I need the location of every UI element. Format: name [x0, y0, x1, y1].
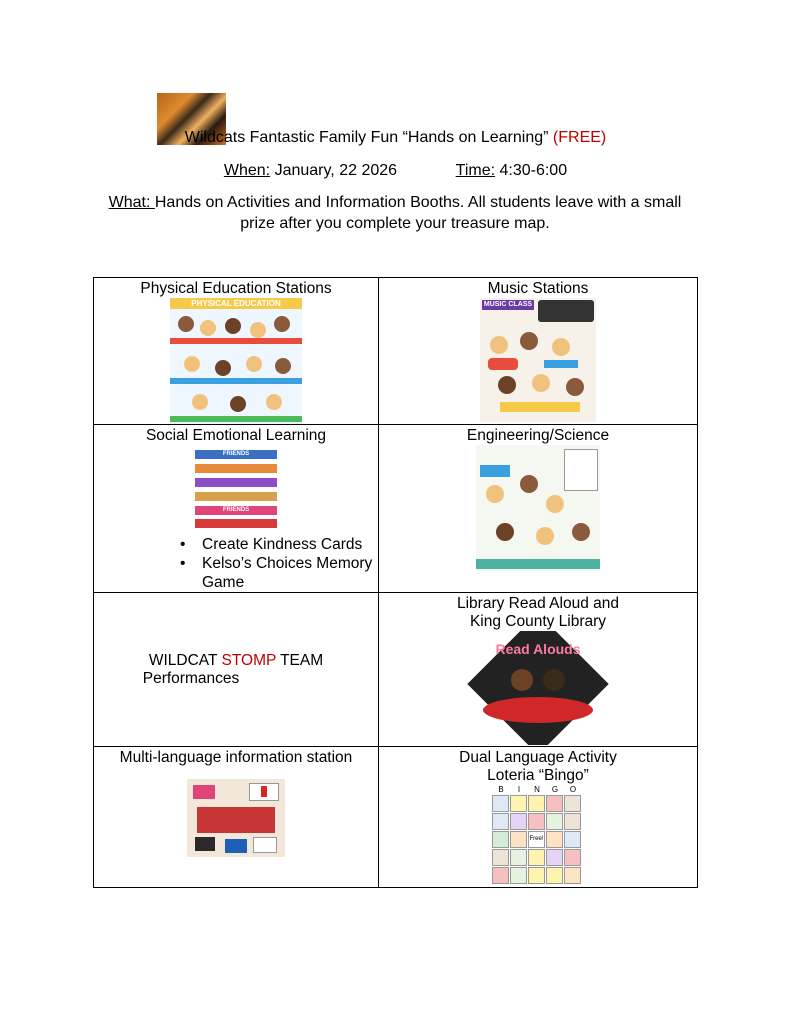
- time-value: 4:30-6:00: [495, 162, 568, 179]
- dual-language-cell: [379, 747, 698, 888]
- pe-title: Physical Education Stations: [140, 280, 332, 297]
- library-title-2: King County Library: [469, 613, 607, 630]
- sel-cell: [94, 425, 379, 593]
- library-cell: [379, 593, 698, 747]
- stomp-cell: [94, 593, 379, 747]
- what-paragraph: [90, 192, 700, 234]
- music-title: Music Stations: [487, 280, 589, 297]
- activity-table: [93, 277, 698, 888]
- read-alouds-clipart: [463, 631, 613, 745]
- friendship-bracelets: FRIENDS FRIENDS: [195, 448, 277, 528]
- multi-language-cell: [94, 747, 379, 888]
- stomp-line-1: WILDCAT STOMP TEAM: [148, 651, 324, 669]
- engineering-clipart: [476, 445, 600, 571]
- sel-bullets: [174, 535, 378, 592]
- library-title-1: Library Read Aloud and: [456, 595, 619, 612]
- pe-clipart: [170, 298, 302, 424]
- dual-language-title-2: Loteria “Bingo”: [487, 767, 589, 784]
- loteria-bingo-card: [492, 785, 584, 884]
- bingo-free-square: Free!: [528, 831, 545, 848]
- sel-title: Social Emotional Learning: [145, 427, 327, 444]
- engineering-cell: [379, 425, 698, 593]
- bullet-kelso-game: • Kelso’s Choices Memory Game: [180, 555, 373, 591]
- title-text: Wildcats Fantastic Family Fun “Hands on Learning”: [184, 129, 549, 146]
- time-label: Time:: [455, 162, 496, 179]
- when-time-line: [0, 162, 791, 180]
- music-banner: MUSIC CLASS: [483, 301, 533, 308]
- bingo-grid: [492, 795, 584, 884]
- engineering-title: Engineering/Science: [466, 427, 610, 444]
- bullet-kindness-cards: • Create Kindness Cards: [180, 536, 363, 553]
- dual-language-title-1: Dual Language Activity: [459, 749, 617, 766]
- when-label: When:: [223, 162, 271, 179]
- event-title: [0, 129, 791, 147]
- what-label: What:: [108, 194, 155, 211]
- read-alouds-label: Read Alouds: [495, 641, 581, 657]
- multi-language-title: Multi-language information station: [119, 749, 353, 766]
- when-value: January, 22 2026: [270, 162, 398, 179]
- bingo-letters: B I N G O: [498, 785, 577, 794]
- music-clipart: [480, 298, 596, 422]
- what-value: Hands on Activities and Information Booths. All students leave with a small prize after you complete your treasure map.: [154, 194, 682, 232]
- pe-banner: PHYSICAL EDUCATION: [170, 298, 302, 309]
- stomp-line-2: Performances: [142, 669, 240, 687]
- stomp-word: STOMP: [221, 651, 277, 669]
- music-cell: [379, 278, 698, 425]
- pe-cell: [94, 278, 379, 425]
- free-badge: (FREE): [552, 129, 607, 146]
- flags-photo: [187, 779, 285, 857]
